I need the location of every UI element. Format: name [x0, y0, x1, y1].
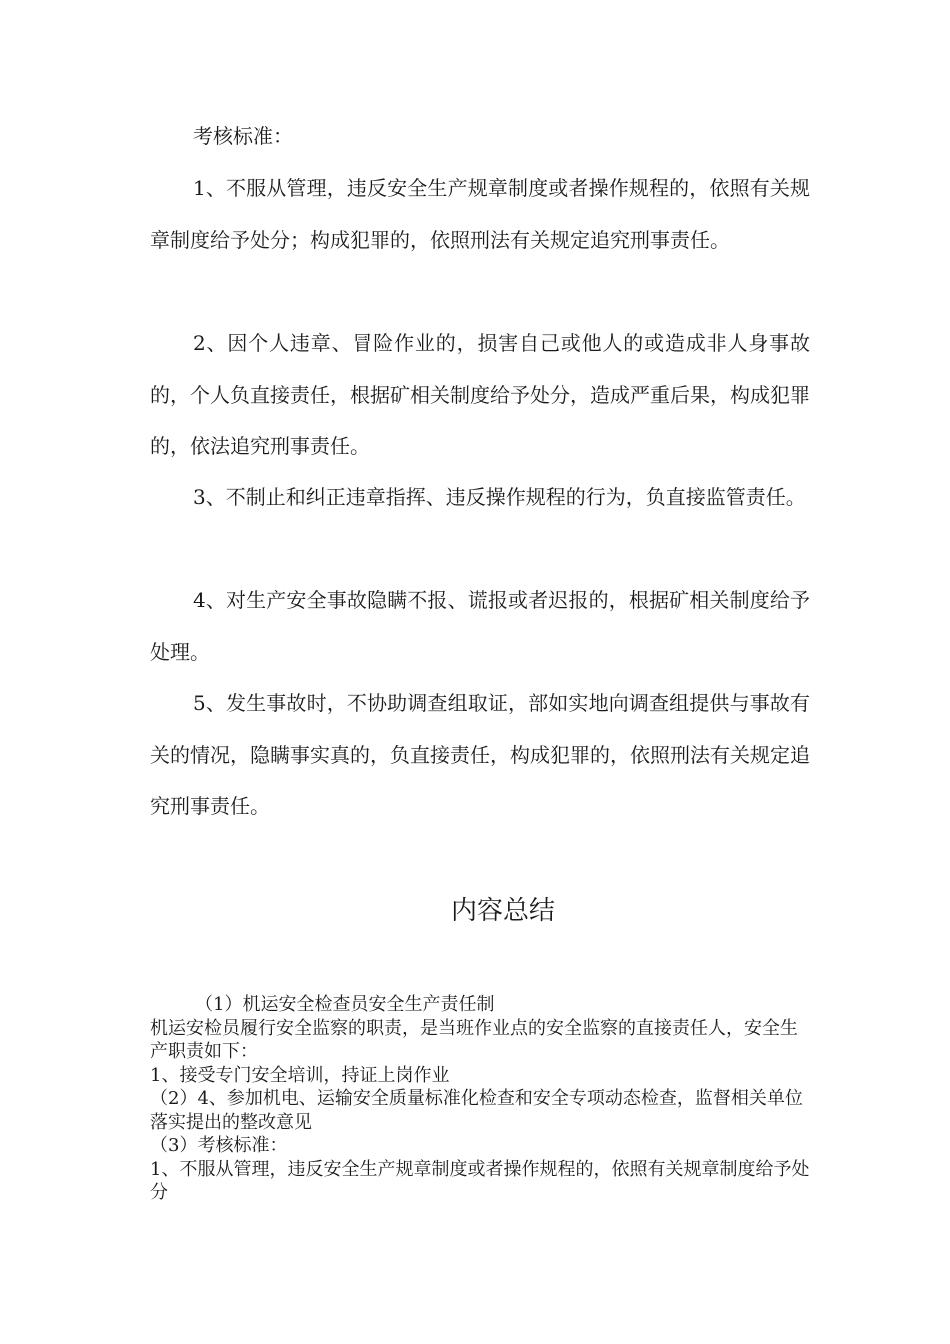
summary-block	[150, 993, 810, 1205]
summary-title: 内容总结	[450, 896, 555, 926]
summary-line-4: （2）4、参加机电、运输安全质量标准化检查和安全专项动态检查，监督相关单位落实提出的整改意见	[150, 1088, 803, 1133]
standard-item-4: 4、对生产安全事故隐瞒不报、谎报或者迟报的，根据矿相关制度给予处理。	[150, 588, 810, 664]
summary-line-1: （1）机运安全检查员安全生产责任制	[195, 994, 495, 1015]
standard-item-5: 5、发生事故时，不协助调查组取证，部如实地向调查组提供与事故有关的情况，隐瞒事实真的，负直接责任，构成犯罪的，依照刑法有关规定追究刑事责任。	[150, 691, 810, 818]
standard-item-1: 1、不服从管理，违反安全生产规章制度或者操作规程的，依照有关规章制度给予处分；构成犯罪的，依照刑法有关规定追究刑事责任。	[150, 176, 810, 252]
summary-line-2: 机运安检员履行安全监察的职责，是当班作业点的安全监察的直接责任人，安全生产职责如下：	[150, 1017, 798, 1062]
summary-line-5: （3）考核标准：	[150, 1135, 288, 1156]
standard-item-3: 3、不制止和纠正违章指挥、违反操作规程的行为，负直接监管责任。	[193, 485, 806, 509]
summary-line-6: 1、不服从管理，违反安全生产规章制度或者操作规程的，依照有关规章制度给予处分	[150, 1158, 810, 1203]
summary-line-3: 1、接受专门安全培训，持证上岗作业	[150, 1064, 450, 1086]
standard-item-2: 2、因个人违章、冒险作业的，损害自己或他人的或造成非人身事故的，个人负直接责任，根据矿相关制度给予处分，造成严重后果，构成犯罪的，依法追究刑事责任。	[150, 331, 810, 458]
standard-heading: 考核标准：	[193, 124, 293, 148]
